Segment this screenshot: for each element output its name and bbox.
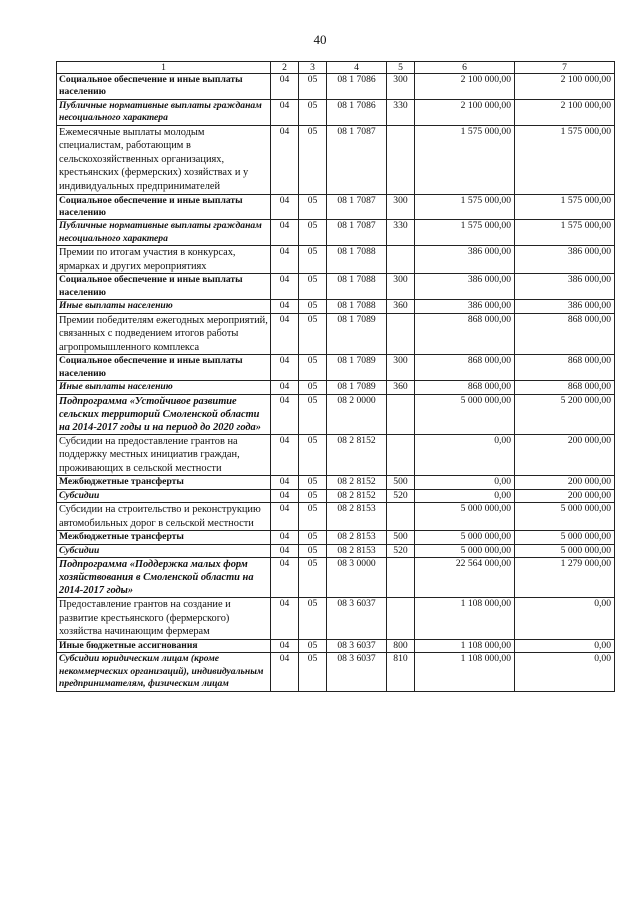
header-row — [57, 62, 615, 74]
page-number: 40 — [313, 32, 327, 47]
column-header: 2 — [271, 62, 299, 74]
target-article-cell: 08 3 6037 — [327, 640, 387, 653]
expense-type-cell — [387, 434, 415, 476]
target-article-cell: 08 2 8152 — [327, 434, 387, 476]
table-row — [57, 74, 615, 100]
amount-year2-cell: 5 200 000,00 — [515, 394, 615, 434]
amount-year1-cell: 868 000,00 — [415, 355, 515, 381]
target-article-cell: 08 1 7089 — [327, 313, 387, 355]
amount-year1-cell: 5 000 000,00 — [415, 503, 515, 531]
expense-type-cell: 360 — [387, 381, 415, 394]
table-row — [57, 220, 615, 246]
item-name-cell: Социальное обеспечение и иные выплаты населению — [57, 74, 271, 100]
target-article-cell: 08 1 7087 — [327, 194, 387, 220]
amount-year1-cell: 1 108 000,00 — [415, 640, 515, 653]
section-code-cell: 04 — [271, 194, 299, 220]
table-row — [57, 598, 615, 640]
subsection-code-cell: 05 — [299, 476, 327, 489]
amount-year1-cell: 1 108 000,00 — [415, 598, 515, 640]
expense-type-cell: 520 — [387, 544, 415, 557]
column-header: 3 — [299, 62, 327, 74]
subsection-code-cell: 05 — [299, 313, 327, 355]
amount-year1-cell: 386 000,00 — [415, 300, 515, 313]
section-code-cell: 04 — [271, 313, 299, 355]
amount-year1-cell: 0,00 — [415, 489, 515, 502]
subsection-code-cell: 05 — [299, 220, 327, 246]
expense-type-cell — [387, 503, 415, 531]
amount-year2-cell: 868 000,00 — [515, 313, 615, 355]
section-code-cell: 04 — [271, 274, 299, 300]
amount-year2-cell: 2 100 000,00 — [515, 74, 615, 100]
item-name-cell: Предоставление грантов на создание и развитие крестьянского (фермерского) хозяйства начинающим фермерам — [57, 598, 271, 640]
section-code-cell: 04 — [271, 503, 299, 531]
table-row — [57, 99, 615, 125]
section-code-cell: 04 — [271, 355, 299, 381]
target-article-cell: 08 2 8153 — [327, 531, 387, 544]
expense-type-cell: 500 — [387, 476, 415, 489]
item-name-cell: Премии по итогам участия в конкурсах, ярмарках и других мероприятиях — [57, 246, 271, 274]
amount-year2-cell: 0,00 — [515, 598, 615, 640]
target-article-cell: 08 1 7088 — [327, 246, 387, 274]
expense-type-cell: 520 — [387, 489, 415, 502]
expense-type-cell — [387, 394, 415, 434]
amount-year2-cell: 386 000,00 — [515, 246, 615, 274]
section-code-cell: 04 — [271, 394, 299, 434]
item-name-cell: Субсидии на предоставление грантов на поддержку местных инициатив граждан, проживающих в сельской местности — [57, 434, 271, 476]
amount-year2-cell: 386 000,00 — [515, 274, 615, 300]
target-article-cell: 08 1 7089 — [327, 381, 387, 394]
amount-year1-cell: 1 108 000,00 — [415, 653, 515, 691]
column-header: 6 — [415, 62, 515, 74]
amount-year2-cell: 1 575 000,00 — [515, 125, 615, 194]
subsection-code-cell: 05 — [299, 434, 327, 476]
amount-year2-cell: 2 100 000,00 — [515, 99, 615, 125]
item-name-cell: Социальное обеспечение и иные выплаты населению — [57, 274, 271, 300]
amount-year1-cell: 2 100 000,00 — [415, 99, 515, 125]
target-article-cell: 08 1 7088 — [327, 274, 387, 300]
subsection-code-cell: 05 — [299, 274, 327, 300]
section-code-cell: 04 — [271, 653, 299, 691]
expense-type-cell: 300 — [387, 355, 415, 381]
item-name-cell: Социальное обеспечение и иные выплаты населению — [57, 194, 271, 220]
subsection-code-cell: 05 — [299, 300, 327, 313]
expense-type-cell: 810 — [387, 653, 415, 691]
section-code-cell: 04 — [271, 558, 299, 598]
column-header: 5 — [387, 62, 415, 74]
amount-year1-cell: 5 000 000,00 — [415, 394, 515, 434]
budget-table — [56, 61, 615, 692]
amount-year2-cell: 5 000 000,00 — [515, 503, 615, 531]
amount-year1-cell: 386 000,00 — [415, 246, 515, 274]
target-article-cell: 08 1 7086 — [327, 74, 387, 100]
amount-year2-cell: 200 000,00 — [515, 434, 615, 476]
amount-year1-cell: 1 575 000,00 — [415, 220, 515, 246]
expense-type-cell — [387, 598, 415, 640]
item-name-cell: Иные выплаты населению — [57, 381, 271, 394]
section-code-cell: 04 — [271, 434, 299, 476]
target-article-cell: 08 1 7089 — [327, 355, 387, 381]
table-body — [57, 74, 615, 692]
expense-type-cell: 330 — [387, 220, 415, 246]
section-code-cell: 04 — [271, 598, 299, 640]
table-row — [57, 246, 615, 274]
amount-year2-cell: 5 000 000,00 — [515, 531, 615, 544]
expense-type-cell: 500 — [387, 531, 415, 544]
target-article-cell: 08 1 7086 — [327, 99, 387, 125]
section-code-cell: 04 — [271, 99, 299, 125]
expense-type-cell — [387, 313, 415, 355]
amount-year1-cell: 1 575 000,00 — [415, 194, 515, 220]
section-code-cell: 04 — [271, 74, 299, 100]
amount-year2-cell: 0,00 — [515, 653, 615, 691]
amount-year1-cell: 868 000,00 — [415, 381, 515, 394]
table-row — [57, 394, 615, 434]
subsection-code-cell: 05 — [299, 640, 327, 653]
item-name-cell: Межбюджетные трансферты — [57, 531, 271, 544]
table-row — [57, 381, 615, 394]
item-name-cell: Подпрограмма «Поддержка малых форм хозяйствования в Смоленской области на 2014-2017 годы» — [57, 558, 271, 598]
subsection-code-cell: 05 — [299, 558, 327, 598]
target-article-cell: 08 1 7087 — [327, 125, 387, 194]
subsection-code-cell: 05 — [299, 194, 327, 220]
amount-year2-cell: 200 000,00 — [515, 476, 615, 489]
subsection-code-cell: 05 — [299, 503, 327, 531]
table-row — [57, 640, 615, 653]
column-header: 7 — [515, 62, 615, 74]
section-code-cell: 04 — [271, 381, 299, 394]
item-name-cell: Публичные нормативные выплаты гражданам несоциального характера — [57, 99, 271, 125]
amount-year2-cell: 386 000,00 — [515, 300, 615, 313]
amount-year1-cell: 868 000,00 — [415, 313, 515, 355]
section-code-cell: 04 — [271, 544, 299, 557]
section-code-cell: 04 — [271, 489, 299, 502]
expense-type-cell — [387, 246, 415, 274]
subsection-code-cell: 05 — [299, 653, 327, 691]
item-name-cell: Подпрограмма «Устойчивое развитие сельских территорий Смоленской области на 2014-2017 годы и на период до 2020 года» — [57, 394, 271, 434]
amount-year2-cell: 1 575 000,00 — [515, 194, 615, 220]
item-name-cell: Межбюджетные трансферты — [57, 476, 271, 489]
table-row — [57, 194, 615, 220]
section-code-cell: 04 — [271, 531, 299, 544]
target-article-cell: 08 3 6037 — [327, 598, 387, 640]
section-code-cell: 04 — [271, 220, 299, 246]
amount-year1-cell: 22 564 000,00 — [415, 558, 515, 598]
amount-year2-cell: 0,00 — [515, 640, 615, 653]
section-code-cell: 04 — [271, 125, 299, 194]
item-name-cell: Иные бюджетные ассигнования — [57, 640, 271, 653]
amount-year1-cell: 5 000 000,00 — [415, 544, 515, 557]
table-row — [57, 503, 615, 531]
table-row — [57, 544, 615, 557]
target-article-cell: 08 1 7088 — [327, 300, 387, 313]
section-code-cell: 04 — [271, 476, 299, 489]
item-name-cell: Социальное обеспечение и иные выплаты населению — [57, 355, 271, 381]
item-name-cell: Субсидии юридическим лицам (кроме некоммерческих организаций), индивидуальным предпринимателям, физическим лицам — [57, 653, 271, 691]
table-row — [57, 313, 615, 355]
item-name-cell: Публичные нормативные выплаты гражданам несоциального характера — [57, 220, 271, 246]
target-article-cell: 08 3 0000 — [327, 558, 387, 598]
amount-year2-cell: 1 279 000,00 — [515, 558, 615, 598]
target-article-cell: 08 2 8153 — [327, 503, 387, 531]
expense-type-cell: 330 — [387, 99, 415, 125]
subsection-code-cell: 05 — [299, 489, 327, 502]
column-header: 4 — [327, 62, 387, 74]
expense-type-cell: 300 — [387, 194, 415, 220]
expense-type-cell: 360 — [387, 300, 415, 313]
item-name-cell: Премии победителям ежегодных мероприятий, связанных с подведением итогов работы агропромышленного комплекса — [57, 313, 271, 355]
amount-year1-cell: 0,00 — [415, 434, 515, 476]
column-header: 1 — [57, 62, 271, 74]
table-row — [57, 489, 615, 502]
target-article-cell: 08 2 8153 — [327, 544, 387, 557]
subsection-code-cell: 05 — [299, 74, 327, 100]
amount-year1-cell: 5 000 000,00 — [415, 531, 515, 544]
expense-type-cell: 300 — [387, 274, 415, 300]
expense-type-cell — [387, 125, 415, 194]
table-row — [57, 653, 615, 691]
table-row — [57, 434, 615, 476]
table-row — [57, 531, 615, 544]
expense-type-cell: 300 — [387, 74, 415, 100]
table-row — [57, 476, 615, 489]
amount-year2-cell: 1 575 000,00 — [515, 220, 615, 246]
subsection-code-cell: 05 — [299, 246, 327, 274]
item-name-cell: Субсидии — [57, 544, 271, 557]
section-code-cell: 04 — [271, 640, 299, 653]
target-article-cell: 08 2 8152 — [327, 489, 387, 502]
expense-type-cell: 800 — [387, 640, 415, 653]
target-article-cell: 08 2 0000 — [327, 394, 387, 434]
amount-year2-cell: 5 000 000,00 — [515, 544, 615, 557]
table-row — [57, 355, 615, 381]
subsection-code-cell: 05 — [299, 531, 327, 544]
target-article-cell: 08 3 6037 — [327, 653, 387, 691]
section-code-cell: 04 — [271, 246, 299, 274]
subsection-code-cell: 05 — [299, 355, 327, 381]
subsection-code-cell: 05 — [299, 99, 327, 125]
item-name-cell: Иные выплаты населению — [57, 300, 271, 313]
table-row — [57, 558, 615, 598]
amount-year1-cell: 0,00 — [415, 476, 515, 489]
subsection-code-cell: 05 — [299, 381, 327, 394]
amount-year2-cell: 200 000,00 — [515, 489, 615, 502]
item-name-cell: Субсидии — [57, 489, 271, 502]
target-article-cell: 08 1 7087 — [327, 220, 387, 246]
subsection-code-cell: 05 — [299, 394, 327, 434]
amount-year1-cell: 1 575 000,00 — [415, 125, 515, 194]
section-code-cell: 04 — [271, 300, 299, 313]
expense-type-cell — [387, 558, 415, 598]
subsection-code-cell: 05 — [299, 125, 327, 194]
table-row — [57, 125, 615, 194]
target-article-cell: 08 2 8152 — [327, 476, 387, 489]
subsection-code-cell: 05 — [299, 598, 327, 640]
amount-year2-cell: 868 000,00 — [515, 355, 615, 381]
amount-year1-cell: 2 100 000,00 — [415, 74, 515, 100]
amount-year1-cell: 386 000,00 — [415, 274, 515, 300]
table-row — [57, 274, 615, 300]
item-name-cell: Субсидии на строительство и реконструкцию автомобильных дорог в сельской местности — [57, 503, 271, 531]
amount-year2-cell: 868 000,00 — [515, 381, 615, 394]
table-row — [57, 300, 615, 313]
item-name-cell: Ежемесячные выплаты молодым специалистам, работающим в сельскохозяйственных организациях, крестьянских (фермерских) хозяйствах и у индивидуальных предпринимателей — [57, 125, 271, 194]
subsection-code-cell: 05 — [299, 544, 327, 557]
